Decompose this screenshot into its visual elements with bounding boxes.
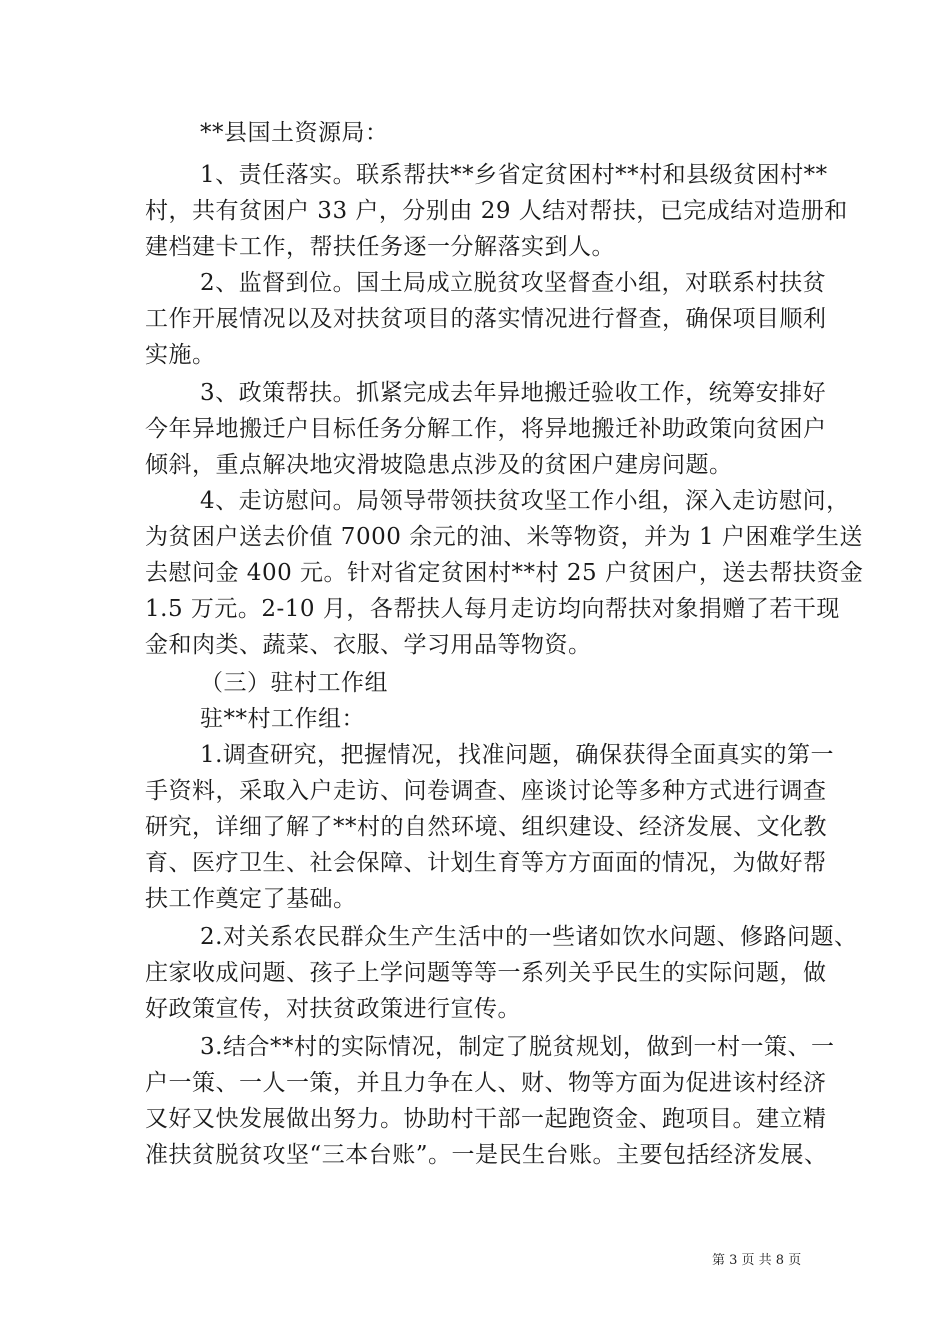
text-line: 庄家收成问题、孩子上学问题等等一系列关乎民生的实际问题，做 [145,960,827,986]
text-line: 工作开展情况以及对扶贫项目的落实情况进行督查，确保项目顺利 [145,306,827,332]
text-line: 实施。 [145,342,216,368]
text-line: 好政策宣传，对扶贫政策进行宣传。 [145,996,521,1022]
text-line: 4、走访慰问。局领导带领扶贫攻坚工作小组，深入走访慰问， [200,488,850,514]
text-line: 又好又快发展做出努力。协助村干部一起跑资金、跑项目。建立精 [145,1106,827,1132]
text-line: 去慰问金 400 元。针对省定贫困村**村 25 户贫困户，送去帮扶资金 [145,560,864,586]
text-line: 2.对关系农民群众生产生活中的一些诸如饮水问题、修路问题、 [200,924,858,950]
text-line: 为贫困户送去价值 7000 余元的油、米等物资，并为 1 户困难学生送 [145,524,863,550]
text-line: 2、监督到位。国土局成立脱贫攻坚督查小组，对联系村扶贫 [200,270,827,296]
text-line: 扶工作奠定了基础。 [145,886,357,912]
text-line: 倾斜，重点解决地灾滑坡隐患点涉及的贫困户建房问题。 [145,452,733,478]
text-line: 研究，详细了解了**村的自然环境、组织建设、经济发展、文化教 [145,814,827,840]
text-line: 今年异地搬迁户目标任务分解工作，将异地搬迁补助政策向贫困户 [145,416,827,442]
text-line: 育、医疗卫生、社会保障、计划生育等方方面面的情况，为做好帮 [145,850,827,876]
text-line: 3.结合**村的实际情况，制定了脱贫规划，做到一村一策、一 [200,1034,835,1060]
text-line: **县国土资源局： [200,120,389,146]
page-number: 第 3 页 共 8 页 [712,1253,802,1268]
text-line: 1.调查研究，把握情况，找准问题，确保获得全面真实的第一 [200,742,834,768]
text-line: 驻**村工作组： [200,706,365,732]
text-line: 手资料，采取入户走访、问卷调查、座谈讨论等多种方式进行调查 [145,778,827,804]
text-line: 户一策、一人一策，并且力争在人、财、物等方面为促进该村经济 [145,1070,827,1096]
text-line: 建档建卡工作，帮扶任务逐一分解落实到人。 [145,234,615,260]
section-heading: （三）驻村工作组 [200,670,388,696]
text-line: 1.5 万元。2-10 月，各帮扶人每月走访均向帮扶对象捐赠了若干现 [145,596,840,622]
text-line: 3、政策帮扶。抓紧完成去年异地搬迁验收工作，统筹安排好 [200,380,827,406]
text-line: 1、责任落实。联系帮扶**乡省定贫困村**村和县级贫困村** [200,162,828,188]
text-line: 准扶贫脱贫攻坚“三本台账”。一是民生台账。主要包括经济发展、 [145,1142,828,1168]
text-line: 村，共有贫困户 33 户，分别由 29 人结对帮扶，已完成结对造册和 [145,198,848,224]
text-line: 金和肉类、蔬菜、衣服、学习用品等物资。 [145,632,592,658]
